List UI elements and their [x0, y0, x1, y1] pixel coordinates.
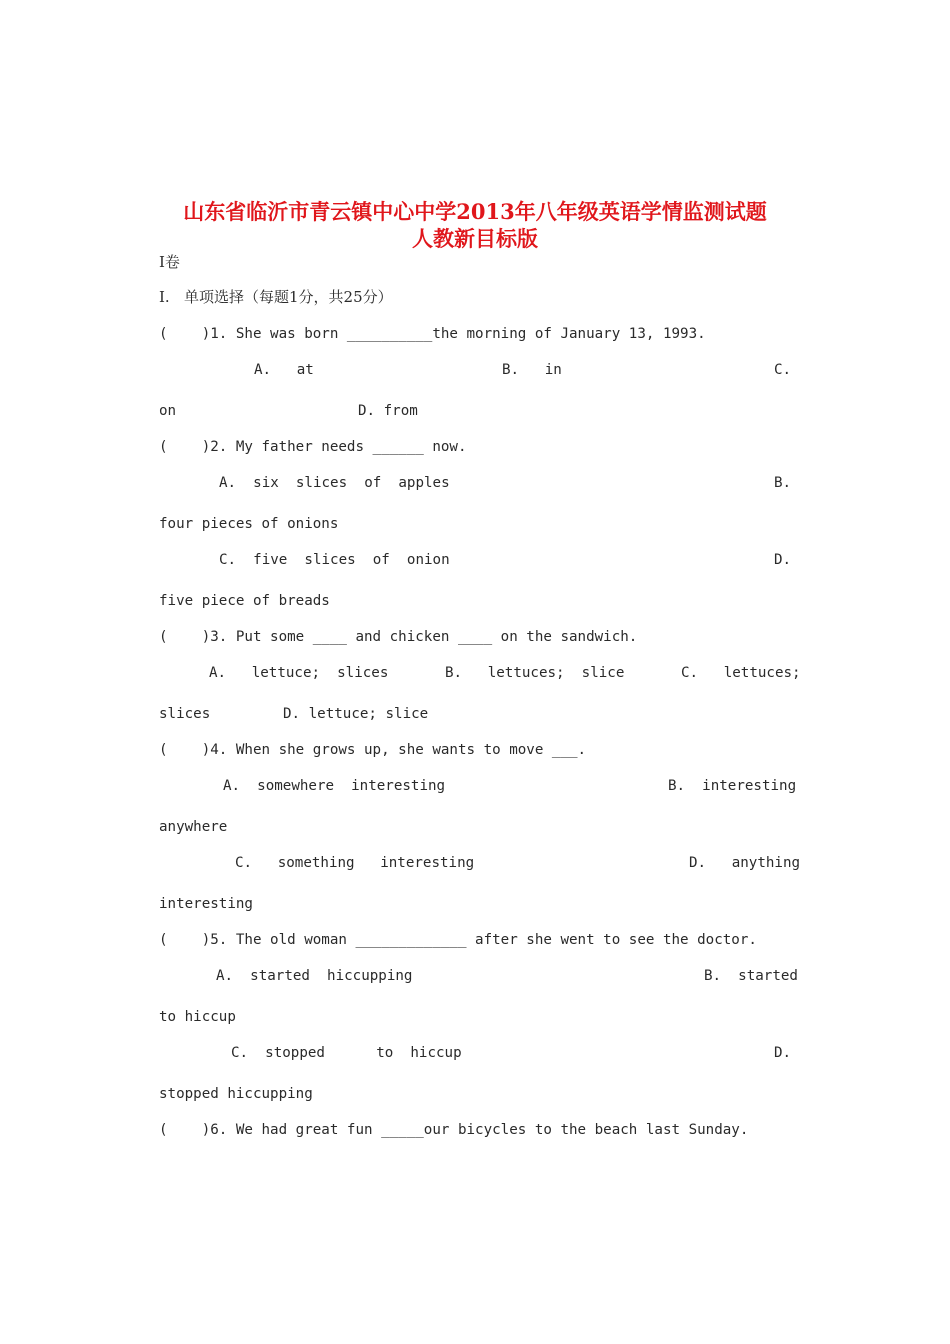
question-2-option-d: D. [774, 552, 792, 568]
question-5-option-b: B. started [704, 968, 798, 984]
question-1-option-c-cont: on [159, 403, 177, 419]
question-3-option-c: C. lettuces; [681, 665, 801, 681]
question-1-option-b: B. in [502, 362, 562, 378]
question-1-option-c: C. [774, 362, 792, 378]
volume-label: I卷 [159, 253, 180, 271]
question-1-option-a: A. at [254, 362, 314, 378]
question-5-stem: ( )5. The old woman _____________ after she went to see the doctor. [159, 932, 757, 948]
question-4-option-d: D. anything [689, 855, 801, 871]
question-2-stem: ( )2. My father needs ______ now. [159, 439, 467, 455]
question-3-option-d: D. lettuce; slice [283, 706, 429, 722]
question-4-option-d-cont: interesting [159, 896, 253, 912]
question-2-option-d-cont: five piece of breads [159, 593, 330, 609]
document-title-line1: 山东省临沂市青云镇中心中学2013年八年级英语学情监测试题 [183, 199, 767, 224]
section-heading: I. 单项选择（每题1分，共25分） [159, 288, 393, 306]
question-2-option-c: C. five slices of onion [219, 552, 450, 568]
question-1-stem: ( )1. She was born __________the morning of January 13, 1993. [159, 326, 706, 342]
question-4-stem: ( )4. When she grows up, she wants to move ___. [159, 742, 587, 758]
question-5-option-c: C. stopped to hiccup [231, 1045, 462, 1061]
question-4-option-b-cont: anywhere [159, 819, 228, 835]
document-title-line2: 人教新目标版 [412, 226, 538, 251]
question-2-option-b-cont: four pieces of onions [159, 516, 339, 532]
question-5-option-d-cont: stopped hiccupping [159, 1086, 313, 1102]
question-5-option-d: D. [774, 1045, 792, 1061]
question-2-option-a: A. six slices of apples [219, 475, 450, 491]
question-5-option-a: A. started hiccupping [216, 968, 413, 984]
question-3-option-a: A. lettuce; slices [209, 665, 389, 681]
question-3-stem: ( )3. Put some ____ and chicken ____ on the sandwich. [159, 629, 638, 645]
question-5-option-b-cont: to hiccup [159, 1009, 236, 1025]
question-4-option-a: A. somewhere interesting [223, 778, 446, 794]
question-3-option-b: B. lettuces; slice [445, 665, 625, 681]
question-4-option-c: C. something interesting [235, 855, 475, 871]
question-1-option-d: D. from [358, 403, 418, 419]
question-4-option-b: B. interesting [668, 778, 797, 794]
question-6-stem: ( )6. We had great fun _____our bicycles to the beach last Sunday. [159, 1122, 749, 1138]
question-3-option-c-cont: slices [159, 706, 211, 722]
question-2-option-b: B. [774, 475, 792, 491]
